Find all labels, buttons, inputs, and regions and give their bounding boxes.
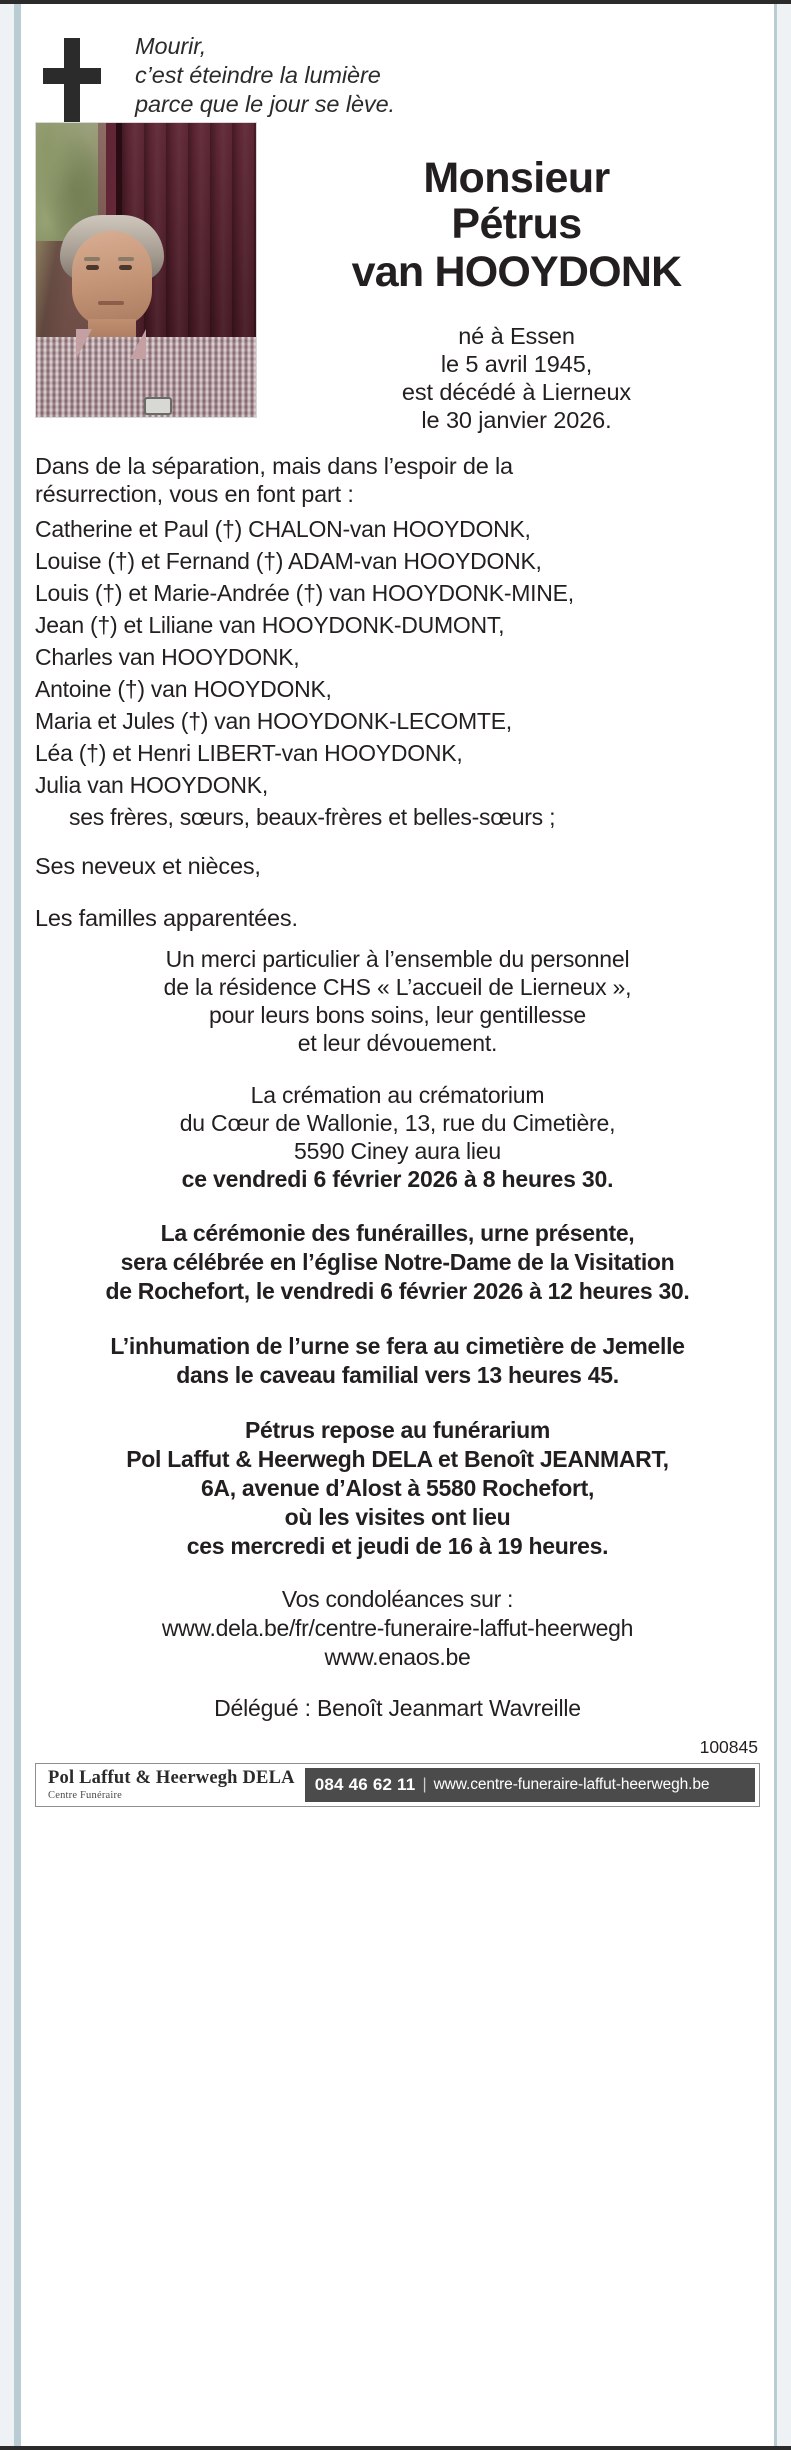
funerarium-line-3: 6A, avenue d’Alost à 5580 Rochefort, xyxy=(200,1475,595,1501)
death-place: est décédé à Lierneux xyxy=(401,379,632,405)
ceremony-line-3: de Rochefort, le vendredi 6 février 2026 à 12 heures 30. xyxy=(105,1278,690,1304)
phone-number[interactable]: 084 46 62 11 xyxy=(314,1775,416,1794)
death-date: le 30 janvier 2026. xyxy=(421,407,612,433)
deceased-first-name: Pétrus xyxy=(451,200,582,248)
logo-company-name: Pol Laffut & Heerwegh DELA xyxy=(48,1768,295,1789)
logo-tagline: Centre Funéraire xyxy=(48,1789,123,1801)
right-gutter xyxy=(777,4,791,2446)
announcement-intro xyxy=(35,452,760,508)
quote-line-2: c’est éteindre la lumière xyxy=(135,62,381,88)
condolences-block xyxy=(35,1585,760,1672)
deceased-last-name: van HOOYDONK xyxy=(351,248,682,296)
photo-eye-left xyxy=(86,265,99,270)
opening-quote xyxy=(135,30,395,119)
quote-line-3: parce que le jour se lève. xyxy=(135,91,395,117)
photo-eyebrow-right xyxy=(118,257,134,261)
inhumation-block xyxy=(35,1332,760,1390)
condolences-url-enaos[interactable]: www.enaos.be xyxy=(324,1644,471,1670)
portrait-and-name-band xyxy=(35,122,760,434)
cremation-block xyxy=(35,1081,760,1193)
condolences-url-dela[interactable]: www.dela.be/fr/centre-funeraire-laffut-heerwegh xyxy=(161,1615,634,1641)
related-families-line: Les familles apparentées. xyxy=(35,905,298,931)
photo-collar-right xyxy=(130,329,146,359)
siblings-line: ses frères, sœurs, beaux-frères et belles-sœurs ; xyxy=(69,804,556,830)
photo-mouth xyxy=(98,301,124,305)
nephews-nieces-line: Ses neveux et nièces, xyxy=(35,853,261,879)
list-item: Catherine et Paul (†) CHALON-van HOOYDONK, xyxy=(35,516,531,542)
ceremony-line-2: sera célébrée en l’église Notre-Dame de la Visitation xyxy=(120,1249,675,1275)
notice-content xyxy=(21,4,774,1807)
thanks-block xyxy=(35,945,760,1057)
left-gutter xyxy=(0,4,14,2446)
list-item: Louis (†) et Marie-Andrée (†) van HOOYDONK-MINE, xyxy=(35,580,574,606)
delegate-line: Délégué : Benoît Jeanmart Wavreille xyxy=(214,1695,581,1721)
birth-date: le 5 avril 1945, xyxy=(440,351,593,377)
latin-cross-icon xyxy=(43,38,101,124)
name-block xyxy=(257,122,760,434)
list-item: Julia van HOOYDONK, xyxy=(35,772,268,798)
funerarium-line-2: Pol Laffut & Heerwegh DELA et Benoît JEANMART, xyxy=(126,1446,669,1472)
reference-number: 100845 xyxy=(699,1737,758,1757)
portrait-photo xyxy=(35,122,257,418)
funerarium-line-4: où les visites ont lieu xyxy=(284,1504,511,1530)
list-item: Léa (†) et Henri LIBERT-van HOOYDONK, xyxy=(35,740,463,766)
photo-eyebrow-left xyxy=(84,257,100,261)
ceremony-line-1: La cérémonie des funérailles, urne présente, xyxy=(160,1220,635,1246)
funerarium-block xyxy=(35,1416,760,1561)
cremation-line-1: La crémation au crématorium xyxy=(250,1082,545,1108)
intro-line-2: résurrection, vous en font part : xyxy=(35,481,354,507)
photo-eye-right xyxy=(119,265,132,270)
thanks-line-1: Un merci particulier à l’ensemble du personnel xyxy=(165,946,630,972)
thanks-line-2: de la résidence CHS « L’accueil de Lierneux », xyxy=(163,974,632,1000)
cremation-datetime: ce vendredi 6 février 2026 à 8 heures 30. xyxy=(181,1166,614,1192)
funerarium-line-1: Pétrus repose au funérarium xyxy=(244,1417,551,1443)
page-bottom-rule xyxy=(0,2446,791,2450)
birth-death-details xyxy=(273,322,760,434)
photo-face xyxy=(72,231,152,327)
ceremony-block xyxy=(35,1219,760,1306)
photo-wristwatch xyxy=(144,397,172,415)
thanks-line-3: pour leurs bons soins, leur gentillesse xyxy=(208,1002,587,1028)
inhumation-line-1: L’inhumation de l’urne se fera au cimetière de Jemelle xyxy=(110,1333,685,1359)
deceased-title: Monsieur xyxy=(423,154,610,202)
list-item: Charles van HOOYDONK, xyxy=(35,644,300,670)
funeral-home-footer xyxy=(35,1763,760,1807)
cremation-line-2: du Cœur de Wallonie, 13, rue du Cimetière, xyxy=(179,1110,616,1136)
family-list xyxy=(35,513,760,833)
badge-divider: | xyxy=(422,1776,427,1793)
notice-sheet xyxy=(21,4,774,2446)
condolences-label: Vos condoléances sur : xyxy=(281,1586,514,1612)
right-gutter-accent-bar xyxy=(774,4,777,2446)
list-item: Jean (†) et Liliane van HOOYDONK-DUMONT, xyxy=(35,612,505,638)
inhumation-line-2: dans le caveau familial vers 13 heures 45. xyxy=(176,1362,619,1388)
birth-place: né à Essen xyxy=(458,323,575,349)
contact-badge[interactable] xyxy=(305,1768,755,1802)
funerarium-line-5: ces mercredi et jeudi de 16 à 19 heures. xyxy=(186,1533,609,1559)
website-url[interactable]: www.centre-funeraire-laffut-heerwegh.be xyxy=(433,1776,710,1793)
thanks-line-4: et leur dévouement. xyxy=(297,1030,498,1056)
list-item: Louise (†) et Fernand (†) ADAM-van HOOYDONK, xyxy=(35,548,542,574)
left-gutter-accent-bar xyxy=(14,4,21,2446)
intro-line-1: Dans de la séparation, mais dans l’espoir de la xyxy=(35,453,513,479)
notice-header xyxy=(35,4,760,116)
cremation-line-3: 5590 Ciney aura lieu xyxy=(294,1138,501,1164)
funeral-home-logo xyxy=(36,1769,305,1800)
photo-collar-left xyxy=(76,329,92,359)
quote-line-1: Mourir, xyxy=(135,33,207,59)
list-item: Maria et Jules (†) van HOOYDONK-LECOMTE, xyxy=(35,708,512,734)
list-item: Antoine (†) van HOOYDONK, xyxy=(35,676,332,702)
